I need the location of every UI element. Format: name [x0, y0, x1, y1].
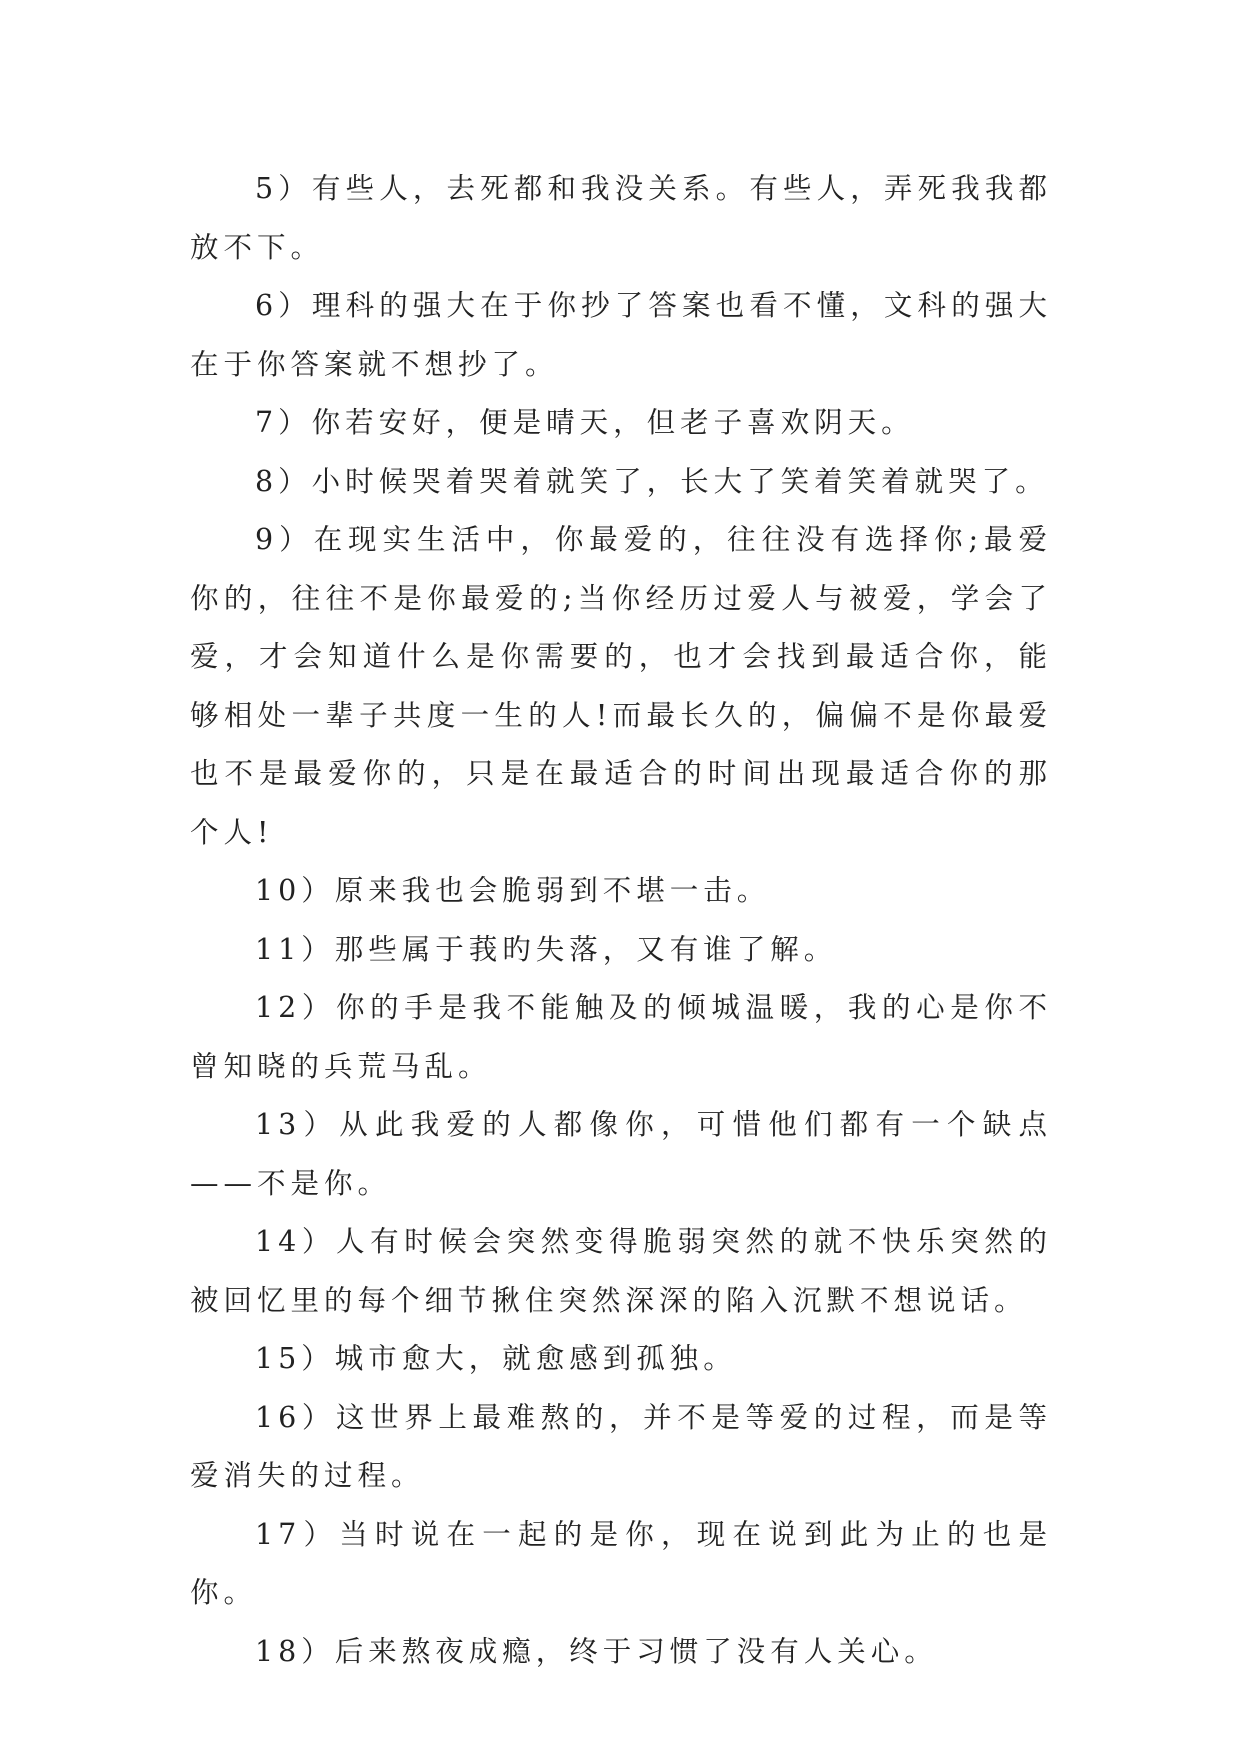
- paragraph-item-16: 16）这世界上最难熬的，并不是等爱的过程，而是等爱消失的过程。: [190, 1400, 1052, 1492]
- paragraph-item-13: 13）从此我爱的人都像你，可惜他们都有一个缺点——不是你。: [190, 1108, 1052, 1200]
- paragraph-item-5: 5）有些人，去死都和我没关系。有些人，弄死我我都放不下。: [190, 172, 1052, 264]
- paragraph-item-9: 9）在现实生活中，你最爱的，往往没有选择你;最爱你的，往往不是你最爱的;当你经历过爱人与被爱，学会了爱，才会知道什么是你需要的，也才会找到最适合你，能够相处一辈子共度一生的人!而最长久的，偏偏不是你最爱也不是最爱你的，只是在最适合的时间出现最适合你的那个人!: [190, 523, 1052, 849]
- document-body: [190, 160, 1052, 1681]
- paragraph-item-7: 7）你若安好，便是晴天，但老子喜欢阴天。: [255, 406, 915, 439]
- paragraph-item-11: 11）那些属于莪旳失落，又有谁了解。: [255, 932, 838, 966]
- paragraph-item-10: 10）原来我也会脆弱到不堪一击。: [255, 874, 771, 907]
- paragraph-item-6: 6）理科的强大在于你抄了答案也看不懂，文科的强大在于你答案就不想抄了。: [190, 289, 1052, 381]
- paragraph-item-12: 12）你的手是我不能触及的倾城温暖，我的心是你不曾知晓的兵荒马乱。: [190, 991, 1052, 1083]
- paragraph-item-14: 14）人有时候会突然变得脆弱突然的就不快乐突然的被回忆里的每个细节揪住突然深深的陷入沉默不想说话。: [190, 1225, 1052, 1317]
- paragraph-item-15: 15）城市愈大，就愈感到孤独。: [255, 1342, 737, 1375]
- paragraph-item-18: 18）后来熬夜成瘾，终于习惯了没有人关心。: [255, 1634, 938, 1668]
- paragraph-item-8: 8）小时候哭着哭着就笑了，长大了笑着笑着就哭了。: [255, 464, 1049, 498]
- paragraph-item-17: 17）当时说在一起的是你，现在说到此为止的也是你。: [190, 1517, 1052, 1609]
